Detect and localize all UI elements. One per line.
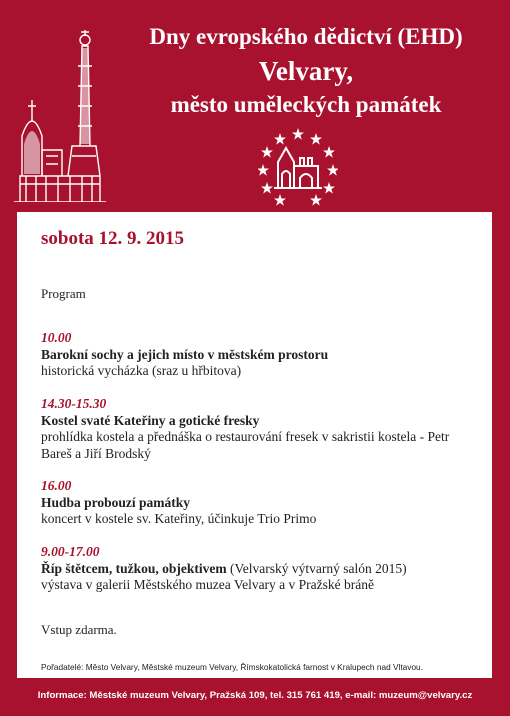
- european-heritage-days-logo-icon: [258, 126, 338, 206]
- footer-info: Informace: Městské muzeum Velvary, Pražská 109, tel. 315 761 419, e-mail: muzeum@velvary.cz: [37, 690, 473, 701]
- program-description: koncert v kostele sv. Kateřiny, účinkuje Trio Primo: [41, 511, 317, 526]
- entry-note: Vstup zdarma.: [41, 622, 117, 637]
- program-item: [41, 330, 481, 380]
- program-time: 10.00: [41, 330, 72, 345]
- program-name: Říp štětcem, tužkou, objektivem: [41, 560, 227, 576]
- program-time: 9.00-17.00: [41, 544, 100, 559]
- program-description: výstava v galerii Městského muzea Velvary a v Pražské bráně: [41, 577, 375, 592]
- program-panel: [17, 212, 492, 678]
- town-title: Velvary,: [258, 56, 354, 86]
- program-label: Program: [41, 286, 86, 301]
- event-title: Dny evropského dědictví (EHD): [149, 24, 463, 49]
- event-date: sobota 12. 9. 2015: [41, 228, 185, 249]
- program-item: [41, 544, 481, 594]
- baroque-column-monument-icon: [12, 26, 108, 202]
- organizers-note: Pořadatelé: Město Velvary, Městské muzeum Velvary, Římskokatolická farnost v Kralupech nad Vltavou.: [41, 662, 423, 672]
- program-name: Kostel svaté Kateřiny a gotické fresky: [41, 412, 260, 428]
- program-name: Hudba probouzí památky: [41, 494, 191, 510]
- program-name: Barokní sochy a jejich místo v městském prostoru: [41, 346, 329, 362]
- program-item: [41, 478, 481, 528]
- town-subtitle: město uměleckých památek: [170, 92, 442, 117]
- program-name-line: [41, 561, 481, 578]
- header: [0, 0, 510, 212]
- program-description: historická vycházka (sraz u hřbitova): [41, 363, 242, 378]
- program-description: prohlídka kostela a přednáška o restaurování fresek v sakristii kostela - Petr Bareš a Jiří Brodský: [41, 429, 450, 461]
- program-time: 16.00: [41, 478, 72, 493]
- program-name-suffix: (Velvarský výtvarný salón 2015): [226, 560, 407, 576]
- program-item: [41, 396, 481, 462]
- program-time: 14.30-15.30: [41, 396, 107, 411]
